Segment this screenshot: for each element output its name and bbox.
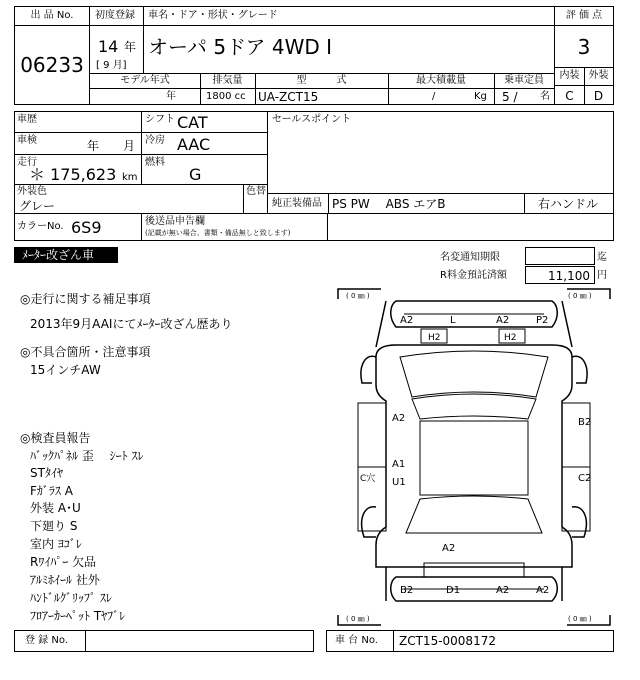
inspector-item: ｱﾙﾐﾎｲｰﾙ 社外 [30,573,100,587]
running-notes-label: ◎走行に関する補足事項 [20,292,151,306]
rear-label: D1 [446,585,461,596]
reg-no-label: 登 録 No. [25,635,68,646]
hood-label: A2 [392,413,406,424]
history-label: 車歴 [17,114,37,125]
model-year-value: 年 [166,91,176,102]
defects-label: ◎不具合箇所・注意事項 [20,345,151,359]
left-side-label: C穴 [360,474,376,484]
type-label: 型 式 [296,75,347,86]
lot-box [14,6,90,105]
capacity-value: 5 / [502,90,518,104]
car-damage-diagram [336,287,612,627]
car-name: オーパ 5ドア 4WD I [148,35,332,59]
docs-label: 後送品申告欄 [145,216,205,227]
fuel-value: G [189,165,202,184]
grade-box [554,6,614,105]
rear-label: A2 [536,585,550,596]
corner-mark-front-left: ( 0 ㎜ ) [346,292,370,300]
front-label: L [450,315,456,326]
car-name-label: 車名・ドア・形状・グレード [148,10,278,21]
inspector-item: ﾌﾛｱｰｶｰﾍﾟｯﾄ Tﾔﾌﾞﾚ [30,609,126,623]
chassis-box [326,630,614,652]
inspector-item: ﾊﾝﾄﾞﾙｸﾞﾘｯﾌﾟ ｽﾚ [30,591,112,605]
inspection-month: 月 [123,139,136,153]
equipment-value: PS PW ABS エアB [332,197,446,211]
equipment-label: 純正装備品 [272,198,322,209]
lot-number: 06233 [20,53,84,77]
mileage-label: 走行 [17,157,37,168]
displacement-label: 排気量 [212,75,243,86]
ac-value: AAC [177,135,211,154]
meter-tampered-banner [14,247,118,263]
mileage-value: ＊ 175,623 [29,165,117,184]
tax-deadline-field [525,247,595,265]
front-label: A2 [496,315,510,326]
roof-top-label: A1 [392,459,406,470]
first-reg-month: [ 9 月] [96,60,127,71]
inspector-item: ﾊﾞｯｸﾊﾟﾈﾙ 歪 ｼｰﾄ ｽﾚ [30,449,144,463]
equipment-box [267,193,614,214]
rear-label: B2 [400,585,414,596]
shift-label: シフト [145,114,175,125]
recycle-label: R料金預託済額 [440,270,507,281]
max-load-unit: Kg [474,91,487,102]
exterior-grade: D [593,89,604,103]
max-load-value: / [432,91,436,102]
chassis-value: ZCT15-0008172 [399,634,496,648]
meter-tampered-text: ﾒｰﾀｰ改ざん車 [22,248,95,262]
defects-text: 15インチAW [30,363,101,377]
steering-value: 右ハンドル [538,197,599,211]
spec-row [89,73,555,105]
rear-label: A2 [496,585,510,596]
lot-label: 出 品 No. [30,10,74,21]
title-box [89,6,555,74]
year-unit: 年 [124,40,137,54]
recycle-field [525,266,595,284]
docs-note: (記載が無い場合、書類・備品無しと致します) [145,229,291,237]
interior-grade: C [565,89,574,103]
capacity-label: 乗車定員 [504,75,544,86]
right-side-bottom-label: C2 [578,473,592,484]
corner-mark-front-right: ( 0 ㎜ ) [568,292,592,300]
inspector-item: 下廻り S [30,519,78,533]
grade-label: 評 価 点 [565,10,603,21]
inspector-item: Fｶﾞﾗｽ A [30,484,73,498]
inspection-year: 年 [87,139,100,153]
corner-mark-rear-right: ( 0 ㎜ ) [568,615,592,623]
corner-mark-rear-left: ( 0 ㎜ ) [346,615,370,623]
inspector-item: Rﾜｲﾊﾟｰ 欠品 [30,555,97,569]
tax-deadline-unit: 迄 [597,252,607,263]
inspector-label: ◎検査員報告 [20,431,91,445]
inspector-item: STﾀｲﾔ [30,466,63,480]
recycle-value: 11,100 [548,269,590,283]
fuel-label: 燃料 [145,157,165,168]
details-left [14,111,268,214]
inspector-item: 外装 A･U [30,501,81,515]
color-no-value: 6S9 [71,218,102,237]
ac-label: 冷房 [145,135,165,146]
mileage-unit: km [122,172,138,183]
front-label: A2 [400,315,414,326]
roof-bottom-label: U1 [392,477,406,488]
right-side-top-label: B2 [578,417,592,428]
tax-deadline-label: 名変通知期限 [440,252,500,263]
color-no-label: カラーNo. [17,221,64,232]
sales-point-box [267,111,614,194]
shift-value: CAT [177,113,208,132]
chassis-label: 車 台 No. [335,635,378,646]
rear-window-label: A2 [442,543,456,554]
sales-point-label: セールスポイント [272,114,352,125]
first-reg-label: 初度登録 [95,10,135,21]
model-year-label: モデル年式 [120,75,170,86]
max-load-label: 最大積載量 [416,75,466,86]
exterior-label: 外装 [588,70,609,81]
headlight-right-label: H2 [504,333,517,343]
color-label: 外装色 [17,186,47,197]
color-no-box [14,213,614,241]
type-value: UA-ZCT15 [258,90,319,104]
color-value: グレー [19,199,56,213]
headlight-left-label: H2 [428,333,441,343]
recycle-unit: 円 [597,270,607,281]
first-reg-year: 14 [98,37,119,56]
grade-value: 3 [577,35,591,59]
inspector-item: 室内 ﾖｺﾞﾚ [30,537,82,551]
reg-no-box [14,630,314,652]
inspection-label: 車検 [17,135,37,146]
displacement-value: 1800 cc [206,91,246,102]
color-change-label: 色替 [246,186,266,197]
front-label: P2 [536,315,549,326]
interior-label: 内装 [559,70,580,81]
capacity-unit: 名 [540,91,550,102]
running-notes-text: 2013年9月AAIにてﾒｰﾀｰ改ざん歴あり [30,317,233,331]
